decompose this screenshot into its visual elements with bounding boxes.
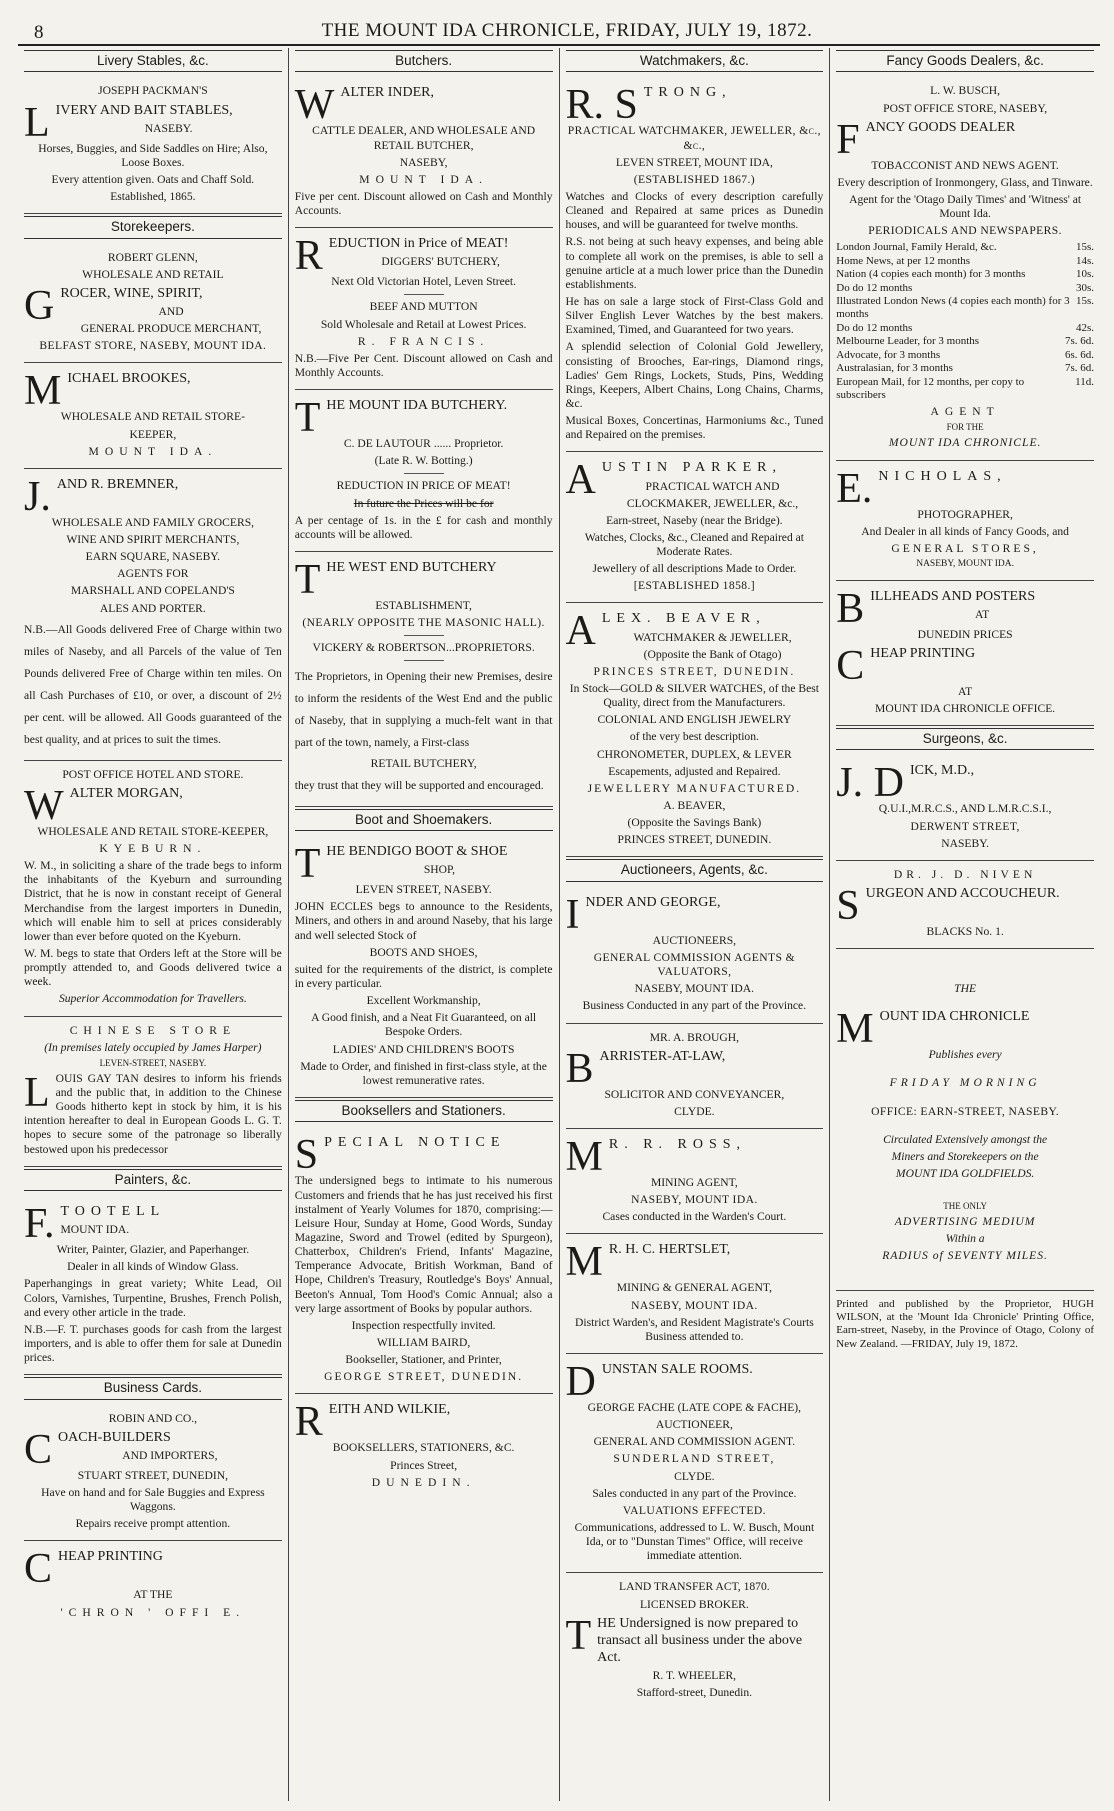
ad-reith-wilkie: REITH AND WILKIE, BOOKSELLERS, STATIONERS, &C. Princes Street, DUNEDIN. <box>294 1399 515 1489</box>
ad-austin-parker: AUSTIN PARKER, PRACTICAL WATCH AND CLOCKMAKER, JEWELLER, &c., Earn-street, Naseby (near the Bridge). Watches, Clocks, &c., Cleaned and Repaired at Moderate Rates. Jewellery of all descriptions Made to Order. [ESTABLISHED 1858.] <box>566 452 824 603</box>
price-item: Home News, at per 12 months <box>836 254 971 267</box>
ad-nicholas: E. NICHOLAS, PHOTOGRAPHER, And Dealer in all kinds of Fancy Goods, and GENERAL STORES, NASEBY, MOUNT IDA. <box>836 461 1094 581</box>
ad-chinese-store: CHINESE STORE (In premises lately occupied by James Harper) LEVEN-STREET, NASEBY. LOUIS GAY TAN desires to inform his friends and the public that, in addition to the Chinese Goods hitherto kept in stock by him, it is his intention hereafter to deal in European Goods L. G. T. hopes to secure some of the patronage so liberally bestowed upon his predecessor <box>24 1017 282 1167</box>
masthead-title: THE MOUNT IDA CHRONICLE, FRIDAY, JULY 19, 1872. <box>321 20 813 41</box>
ad-ross: M R. R. ROSS, MINING AGENT, NASEBY, MOUNT IDA. Cases conducted in the Warden's Court. <box>566 1129 824 1234</box>
ad-inder: WALTER INDER, CATTLE DEALER, AND WHOLESALE AND RETAIL BUTCHER, NASEBY, MOUNT IDA. Five per cent. Discount allowed on Cash and Monthly Accounts. <box>295 77 553 228</box>
periodicals-price-list <box>836 241 1094 402</box>
price-item: London Journal, Family Herald, &c. <box>836 241 997 254</box>
section-heading: Surgeons, &c. <box>836 728 1094 750</box>
price-row <box>836 376 1094 403</box>
column-1 <box>18 48 289 1801</box>
price-value: 15s. <box>1075 241 1094 254</box>
ad-brough: MR. A. BROUGH, BARRISTER-AT-LAW, SOLICITOR AND CONVEYANCER, CLYDE. <box>566 1024 824 1129</box>
ad-busch: L. W. BUSCH, POST OFFICE STORE, NASEBY, FANCY GOODS DEALER TOBACCONIST AND NEWS AGENT. Every description of Ironmongery, Glass, and Tinware. Agent for the 'Otago Daily Times' and 'Witness' at Mount Ida. PERIODICALS AND NEWSPAPERS. London Journal, Family Herald, &c. 15s. Home News, at per 12 months 14s. Nation (4 copies each month) for 3 months 10s. Do do 12 months 30s. Illustrated London News (4 copies each month) for 3 months 15s. Do do 12 months 42s. Melbourne Leader, for 3 months 7s. 6d. Advocate, for 3 months 6s. 6d. Australasian, for 3 months 7s. 6d. European Mail, for 12 months, per copy to subscribers 11d. AGENT FOR THE MOUNT IDA CHRONICLE. <box>836 77 1094 460</box>
section-heading: Butchers. <box>295 50 553 72</box>
ad-william-baird: SPECIAL NOTICE The undersigned begs to intimate to his numerous Customers and friends that he has just received his first instalment of Yearly Volumes for 1870, comprising:—Leisure Hour, Sunday at Home, Good Words, Sunday Magazine, Sword and Trowel (edited by Spurgeon), Chatterbox, Children's Friend, Infants' Magazine, Temperance Advocate, British Workman, Band of Hope, Children's Treasury, Routledge's Boys' Annual, Beeton's Annual, Tom Hood's Comic Annual; also a very large assortment of Books by popular authors. Inspection respectfully invited. WILLIAM BAIRD, Bookseller, Stationer, and Printer, GEORGE STREET, DUNEDIN. <box>295 1127 553 1394</box>
ad-glenn: ROBERT GLENN, WHOLESALE AND RETAIL GROCER, WINE, SPIRIT, AND GENERAL PRODUCE MERCHANT, BELFAST STORE, NASEBY, MOUNT IDA. <box>24 244 282 364</box>
ad-inder-george: INDER AND GEORGE, AUCTIONEERS, GENERAL COMMISSION AGENTS & VALUATORS, NASEBY, MOUNT IDA. Business Conducted in any part of the Province. <box>566 887 824 1024</box>
ad-mount-ida-butchery: THE MOUNT IDA BUTCHERY. C. DE LAUTOUR ...... Proprietor. (Late R. W. Botting.) REDUCTION IN PRICE OF MEAT! In future the Prices will be for A per centage of 1s. in the £ for cash and monthly accounts will be allowed. <box>295 390 553 552</box>
price-row <box>836 268 1094 281</box>
section-heading: Painters, &c. <box>24 1169 282 1191</box>
column-3 <box>560 48 831 1801</box>
ad-bendigo-boot: THE BENDIGO BOOT & SHOE SHOP, LEVEN STREET, NASEBY. JOHN ECCLES begs to announce to the Residents, Miners, and others in and around Naseby, that his large and well selected Stock of BOOTS AND SHOES, suited for the requirements of the district, is complete in every particular. Excellent Workmanship, A Good finish, and a Neat Fit Guaranteed, on all Bespoke Orders. LADIES' AND CHILDREN'S BOOTS Made to Order, and finished in first-class style, at the lowest remunerative rates. <box>295 836 553 1098</box>
ad-bremner: J. AND R. BREMNER, WHOLESALE AND FAMILY GROCERS, WINE AND SPIRIT MERCHANTS, EARN SQUARE, NASEBY. AGENTS FOR MARSHALL AND COPELAND'S ALES AND PORTER. N.B.—All Goods delivered Free of Charge within two miles of Naseby, and all Parcels of the value of Ten Pounds delivered Free of Charge within ten miles. On all Cash Purchases of £10, or over, a discount of 2½ per cent. will be allowed. All Goods guaranteed of the best quality, and at prices to suit the times. <box>24 469 282 761</box>
masthead <box>18 14 1100 46</box>
ad-morgan: POST OFFICE HOTEL AND STORE. WALTER MORGAN, WHOLESALE AND RETAIL STORE-KEEPER, KYEBURN. W. M., in soliciting a share of the trade begs to inform the inhabitants of the Kyeburn and surrounding District, that he is now in constant receipt of General Merchandise from the largest importers in Dunedin, which will enable him to sell at prices considerably lower than ever before quoted on the Kyeburn. W. M. begs to state that Orders left at the Store will be promptly attended to, and Goods delivered twice a week. Superior Accommodation for Travellers. <box>24 761 282 1017</box>
price-row <box>836 282 1094 295</box>
price-item: Illustrated London News (4 copies each month) for 3 months <box>836 295 1070 321</box>
section-heading: Auctioneers, Agents, &c. <box>566 859 824 881</box>
price-value: 11d. <box>1075 375 1094 388</box>
ad-alex-beaver: ALEX. BEAVER, WATCHMAKER & JEWELLER, (Opposite the Bank of Otago) PRINCES STREET, DUNEDIN. In Stock—GOLD & SILVER WATCHES, of the Best Quality, direct from the Manufacturers. COLONIAL AND ENGLISH JEWELRY of the very best description. CHRONOMETER, DUPLEX, & LEVER Escapements, adjusted and Repaired. JEWELLERY MANUFACTURED. A. BEAVER, (Opposite the Savings Bank) PRINCES STREET, DUNEDIN. <box>566 603 824 857</box>
ad-wheeler: LAND TRANSFER ACT, 1870. LICENSED BROKER. THE Undersigned is now prepared to transact all business under the above Act. R. T. WHEELER, Stafford-street, Dunedin. <box>565 1580 803 1700</box>
price-value: 14s. <box>1075 254 1094 267</box>
column-2 <box>289 48 560 1801</box>
drop-cap: L <box>24 99 50 146</box>
price-row <box>836 322 1094 335</box>
price-row <box>836 255 1094 268</box>
ad-dunstan-sale-rooms: DUNSTAN SALE ROOMS. GEORGE FACHE (LATE COPE & FACHE), AUCTIONEER, GENERAL AND COMMISSION AGENT. SUNDERLAND STREET, CLYDE. Sales conducted in any part of the Province. VALUATIONS EFFECTED. Communications, addressed to L. W. Busch, Mount Ida, or to "Dunstan Times" Office, will receive immediate attention. <box>566 1354 824 1573</box>
price-row <box>836 241 1094 254</box>
section-heading: Livery Stables, &c. <box>24 50 282 72</box>
price-item: Nation (4 copies each month) for 3 months <box>836 268 1026 281</box>
section-heading: Storekeepers. <box>24 216 282 238</box>
ad-strong: R. S TRONG, PRACTICAL WATCHMAKER, JEWELLER, &c., &c., LEVEN STREET, MOUNT IDA, (ESTABLISHED 1867.) Watches and Clocks of every description carefully Cleaned and Repaired at same prices as Dunedin houses, and will be guaranteed for twelve months. R.S. not being at such heavy expenses, and being able to complete all work on the premises, is able to sell a genuine article at a much lower price than the Dunedin establishments. He has on sale a large stock of First-Class Gold and Silver English Lever Watches by the best makers. Examined, Timed, and Guaranteed for two years. A splendid selection of Colonial Gold Jewellery, consisting of Brooches, Ear-rings, Diamond rings, Ladies' Gem Rings, Lockets, Studs, Pins, Wedding Rings, Keepers, Albert Chains, Long Chains, Charms, &c. Musical Boxes, Concertinas, Harmoniums &c., Tuned and Repaired on the premises. <box>566 77 824 452</box>
price-row <box>836 349 1094 362</box>
ad-cheap-printing: CHEAP PRINTING AT THE 'CHRON ' OFFI E. <box>24 1546 246 1619</box>
price-item: Australasian, for 3 months <box>836 362 953 375</box>
section-heading: Business Cards. <box>24 1377 282 1399</box>
section-heading: Watchmakers, &c. <box>566 50 824 72</box>
price-value: 7s. 6d. <box>1064 362 1094 375</box>
ad-hertslet: M R. H. C. HERTSLET, MINING & GENERAL AGENT, NASEBY, MOUNT IDA. District Warden's, and Resident Magistrate's Courts Business attended to. <box>566 1234 824 1354</box>
ad-tootell: F. TOOTELL MOUNT IDA. Writer, Painter, Glazier, and Paperhanger. Dealer in all kinds of Window Glass. Paperhangings in great variety; White Lead, Oil Colors, Varnishes, Turpentine, Brushes, French Polish, and every other article in the trade. N.B.—F. T. purchases goods for cash from the largest importers, and is able to offer them for sale at Dunedin prices. <box>24 1196 282 1375</box>
ad-billheads: BILLHEADS AND POSTERS AT DUNEDIN PRICES CHEAP PRINTING AT MOUNT IDA CHRONICLE OFFICE. <box>836 581 1094 726</box>
ad-packman: JOSEPH PACKMAN'S LIVERY AND BAIT STABLES, NASEBY. Horses, Buggies, and Side Saddles on Hire; Also, Loose Boxes. Every attention given. Oats and Chaff Sold. Established, 1865. <box>24 77 282 214</box>
section-heading: Fancy Goods Dealers, &c. <box>836 50 1094 72</box>
price-value: 7s. 6d. <box>1064 335 1094 348</box>
price-row <box>836 335 1094 348</box>
page-number: 8 <box>34 22 44 43</box>
price-value: 42s. <box>1075 321 1094 334</box>
ad-niven: DR. J. D. NIVEN SURGEON AND ACCOUCHEUR. BLACKS No. 1. <box>836 861 1094 949</box>
imprint: Printed and published by the Proprietor, HUGH WILSON, at the 'Mount Ida Chronicle' Printing Office, Earn-street, Naseby, in the Province of Otago, Colony of New Zealand. —FRIDAY, July 19, 1872. <box>836 1297 1094 1350</box>
ad-west-end-butchery: THE WEST END BUTCHERY ESTABLISHMENT, (NEARLY OPPOSITE THE MASONIC HALL). VICKERY & ROBERTSON...PROPRIETORS. The Proprietors, in Opening their new Premises, desire to inform the residents of the West End and the public of Naseby, that in supplying a much-felt want in that part of the town, namely, a First-class RETAIL BUTCHERY, they trust that they will be supported and encouraged. <box>295 552 553 807</box>
ad-chronicle: THE MOUNT IDA CHRONICLE Publishes every FRIDAY MORNING OFFICE: EARN-STREET, NASEBY. Circulated Extensively amongst the Miners and Storekeepers on the MOUNT IDA GOLDFIELDS. THE ONLY ADVERTISING MEDIUM Within a RADIUS of SEVENTY MILES. <box>836 949 1094 1290</box>
price-item: Do do 12 months <box>836 281 913 294</box>
ad-brookes: MICHAEL BROOKES, WHOLESALE AND RETAIL STORE- KEEPER, MOUNT IDA. <box>24 363 282 468</box>
price-value: 6s. 6d. <box>1064 348 1094 361</box>
ad-diggers-butchery: REDUCTION in Price of MEAT! DIGGERS' BUTCHERY, Next Old Victorian Hotel, Leven Street. BEEF AND MUTTON Sold Wholesale and Retail at Lowest Prices. R. FRANCIS. N.B.—Five Per Cent. Discount allowed on Cash and Monthly Accounts. <box>295 228 553 390</box>
price-value: 15s. <box>1075 295 1094 308</box>
ad-robin: ROBIN AND CO., COACH-BUILDERS AND IMPORTERS, STUART STREET, DUNEDIN, Have on hand and for Sale Buggies and Express Waggons. Repairs receive prompt attention. <box>24 1405 282 1542</box>
price-row <box>836 295 1094 322</box>
column-4 <box>830 48 1100 1801</box>
ad-dick: J. D ICK, M.D., Q.U.I.,M.R.C.S., AND L.M.R.C.S.I., DERWENT STREET, NASEBY. <box>836 755 1094 860</box>
price-item: Advocate, for 3 months <box>836 348 941 361</box>
price-value: 30s. <box>1075 281 1094 294</box>
section-heading: Booksellers and Stationers. <box>295 1100 553 1122</box>
price-item: Do do 12 months <box>836 321 913 334</box>
section-heading: Boot and Shoemakers. <box>295 809 553 831</box>
price-value: 10s. <box>1075 268 1094 281</box>
price-item: Melbourne Leader, for 3 months <box>836 335 980 348</box>
price-row <box>836 362 1094 375</box>
price-item: European Mail, for 12 months, per copy to subscribers <box>836 375 1025 401</box>
